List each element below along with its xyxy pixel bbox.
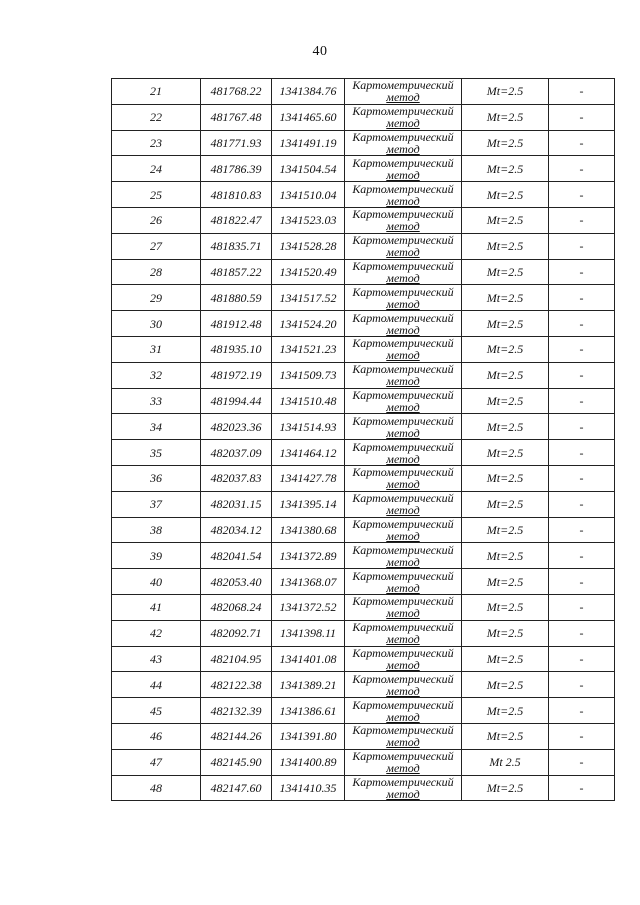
x-coordinate-cell: 482132.39 bbox=[201, 698, 272, 724]
note-cell: - bbox=[549, 594, 615, 620]
point-number-cell: 38 bbox=[112, 517, 201, 543]
table-row bbox=[112, 336, 615, 362]
table-row bbox=[112, 285, 615, 311]
y-coordinate-cell: 1341395.14 bbox=[272, 491, 345, 517]
accuracy-cell: Mt=2.5 bbox=[462, 336, 549, 362]
table-row bbox=[112, 79, 615, 105]
point-number-cell: 25 bbox=[112, 182, 201, 208]
point-number-cell: 30 bbox=[112, 311, 201, 337]
method-line-1: Картометрический bbox=[352, 465, 454, 480]
method-cell bbox=[345, 388, 462, 414]
table-row bbox=[112, 156, 615, 182]
accuracy-cell: Mt=2.5 bbox=[462, 259, 549, 285]
point-number-cell: 37 bbox=[112, 491, 201, 517]
accuracy-cell: Mt=2.5 bbox=[462, 672, 549, 698]
method-cell bbox=[345, 336, 462, 362]
method-line-1: Картометрический bbox=[352, 181, 454, 196]
y-coordinate-cell: 1341398.11 bbox=[272, 620, 345, 646]
method-cell bbox=[345, 723, 462, 749]
note-cell: - bbox=[549, 336, 615, 362]
point-number-cell: 26 bbox=[112, 207, 201, 233]
note-cell: - bbox=[549, 569, 615, 595]
point-number-cell: 44 bbox=[112, 672, 201, 698]
table-row bbox=[112, 491, 615, 517]
coordinates-table bbox=[111, 78, 615, 801]
method-line-1: Картометрический bbox=[352, 258, 454, 273]
table-row bbox=[112, 569, 615, 595]
method-cell bbox=[345, 259, 462, 285]
y-coordinate-cell: 1341386.61 bbox=[272, 698, 345, 724]
y-coordinate-cell: 1341380.68 bbox=[272, 517, 345, 543]
accuracy-cell: Mt=2.5 bbox=[462, 104, 549, 130]
method-cell bbox=[345, 414, 462, 440]
point-number-cell: 36 bbox=[112, 465, 201, 491]
note-cell: - bbox=[549, 775, 615, 801]
point-number-cell: 43 bbox=[112, 646, 201, 672]
x-coordinate-cell: 481880.59 bbox=[201, 285, 272, 311]
y-coordinate-cell: 1341372.52 bbox=[272, 594, 345, 620]
accuracy-cell: Mt=2.5 bbox=[462, 723, 549, 749]
note-cell: - bbox=[549, 362, 615, 388]
method-line-1: Картометрический bbox=[352, 104, 454, 119]
method-line-2: метод bbox=[386, 116, 420, 131]
y-coordinate-cell: 1341510.48 bbox=[272, 388, 345, 414]
table-row bbox=[112, 775, 615, 801]
accuracy-cell: Mt=2.5 bbox=[462, 620, 549, 646]
x-coordinate-cell: 482053.40 bbox=[201, 569, 272, 595]
accuracy-cell: Mt 2.5 bbox=[462, 749, 549, 775]
note-cell: - bbox=[549, 749, 615, 775]
x-coordinate-cell: 482144.26 bbox=[201, 723, 272, 749]
x-coordinate-cell: 482145.90 bbox=[201, 749, 272, 775]
method-cell bbox=[345, 775, 462, 801]
note-cell: - bbox=[549, 311, 615, 337]
x-coordinate-cell: 481994.44 bbox=[201, 388, 272, 414]
note-cell: - bbox=[549, 388, 615, 414]
table-row bbox=[112, 749, 615, 775]
table-row bbox=[112, 698, 615, 724]
y-coordinate-cell: 1341521.23 bbox=[272, 336, 345, 362]
table-body bbox=[112, 79, 615, 801]
y-coordinate-cell: 1341401.08 bbox=[272, 646, 345, 672]
y-coordinate-cell: 1341391.80 bbox=[272, 723, 345, 749]
method-line-2: метод bbox=[386, 786, 420, 801]
accuracy-cell: Mt=2.5 bbox=[462, 594, 549, 620]
point-number-cell: 42 bbox=[112, 620, 201, 646]
accuracy-cell: Mt=2.5 bbox=[462, 156, 549, 182]
note-cell: - bbox=[549, 517, 615, 543]
note-cell: - bbox=[549, 207, 615, 233]
accuracy-cell: Mt=2.5 bbox=[462, 233, 549, 259]
method-cell bbox=[345, 207, 462, 233]
x-coordinate-cell: 481822.47 bbox=[201, 207, 272, 233]
y-coordinate-cell: 1341528.28 bbox=[272, 233, 345, 259]
method-line-2: метод bbox=[386, 657, 420, 672]
method-line-1: Картометрический bbox=[352, 233, 454, 248]
accuracy-cell: Mt=2.5 bbox=[462, 362, 549, 388]
method-line-2: метод bbox=[386, 270, 420, 285]
y-coordinate-cell: 1341464.12 bbox=[272, 440, 345, 466]
note-cell: - bbox=[549, 723, 615, 749]
method-line-1: Картометрический bbox=[352, 207, 454, 222]
method-line-2: метод bbox=[386, 219, 420, 234]
method-line-1: Картометрический bbox=[352, 284, 454, 299]
accuracy-cell: Mt=2.5 bbox=[462, 569, 549, 595]
method-line-1: Картометрический bbox=[352, 362, 454, 377]
y-coordinate-cell: 1341427.78 bbox=[272, 465, 345, 491]
accuracy-cell: Mt=2.5 bbox=[462, 698, 549, 724]
point-number-cell: 32 bbox=[112, 362, 201, 388]
method-line-2: метод bbox=[386, 193, 420, 208]
x-coordinate-cell: 482034.12 bbox=[201, 517, 272, 543]
x-coordinate-cell: 482023.36 bbox=[201, 414, 272, 440]
accuracy-cell: Mt=2.5 bbox=[462, 775, 549, 801]
method-line-1: Картометрический bbox=[352, 697, 454, 712]
accuracy-cell: Mt=2.5 bbox=[462, 207, 549, 233]
method-cell bbox=[345, 594, 462, 620]
method-line-1: Картометрический bbox=[352, 568, 454, 583]
accuracy-cell: Mt=2.5 bbox=[462, 414, 549, 440]
x-coordinate-cell: 482068.24 bbox=[201, 594, 272, 620]
method-line-1: Картометрический bbox=[352, 155, 454, 170]
accuracy-cell: Mt=2.5 bbox=[462, 311, 549, 337]
point-number-cell: 41 bbox=[112, 594, 201, 620]
x-coordinate-cell: 481935.10 bbox=[201, 336, 272, 362]
method-line-1: Картометрический bbox=[352, 310, 454, 325]
accuracy-cell: Mt=2.5 bbox=[462, 440, 549, 466]
table-row bbox=[112, 207, 615, 233]
method-line-2: метод bbox=[386, 167, 420, 182]
table-row bbox=[112, 440, 615, 466]
y-coordinate-cell: 1341491.19 bbox=[272, 130, 345, 156]
method-cell bbox=[345, 569, 462, 595]
x-coordinate-cell: 482104.95 bbox=[201, 646, 272, 672]
method-line-2: метод bbox=[386, 296, 420, 311]
method-line-2: метод bbox=[386, 683, 420, 698]
x-coordinate-cell: 482122.38 bbox=[201, 672, 272, 698]
note-cell: - bbox=[549, 414, 615, 440]
note-cell: - bbox=[549, 130, 615, 156]
point-number-cell: 46 bbox=[112, 723, 201, 749]
method-line-1: Картометрический bbox=[352, 594, 454, 609]
point-number-cell: 35 bbox=[112, 440, 201, 466]
method-line-1: Картометрический bbox=[352, 129, 454, 144]
y-coordinate-cell: 1341400.89 bbox=[272, 749, 345, 775]
method-cell bbox=[345, 79, 462, 105]
table-row bbox=[112, 130, 615, 156]
method-line-1: Картометрический bbox=[352, 336, 454, 351]
method-line-2: метод bbox=[386, 554, 420, 569]
table-row bbox=[112, 233, 615, 259]
method-line-2: метод bbox=[386, 348, 420, 363]
method-cell bbox=[345, 749, 462, 775]
method-line-2: метод bbox=[386, 245, 420, 260]
table-row bbox=[112, 182, 615, 208]
method-cell bbox=[345, 233, 462, 259]
method-line-2: метод bbox=[386, 451, 420, 466]
note-cell: - bbox=[549, 156, 615, 182]
table-row bbox=[112, 259, 615, 285]
accuracy-cell: Mt=2.5 bbox=[462, 130, 549, 156]
point-number-cell: 39 bbox=[112, 543, 201, 569]
method-cell bbox=[345, 440, 462, 466]
table-row bbox=[112, 594, 615, 620]
method-cell bbox=[345, 646, 462, 672]
note-cell: - bbox=[549, 440, 615, 466]
note-cell: - bbox=[549, 620, 615, 646]
point-number-cell: 24 bbox=[112, 156, 201, 182]
note-cell: - bbox=[549, 543, 615, 569]
accuracy-cell: Mt=2.5 bbox=[462, 517, 549, 543]
accuracy-cell: Mt=2.5 bbox=[462, 285, 549, 311]
y-coordinate-cell: 1341510.04 bbox=[272, 182, 345, 208]
method-line-1: Картометрический bbox=[352, 78, 454, 93]
x-coordinate-cell: 482092.71 bbox=[201, 620, 272, 646]
y-coordinate-cell: 1341509.73 bbox=[272, 362, 345, 388]
method-line-2: метод bbox=[386, 90, 420, 105]
method-line-2: метод bbox=[386, 503, 420, 518]
y-coordinate-cell: 1341389.21 bbox=[272, 672, 345, 698]
table-row bbox=[112, 388, 615, 414]
x-coordinate-cell: 481835.71 bbox=[201, 233, 272, 259]
accuracy-cell: Mt=2.5 bbox=[462, 646, 549, 672]
note-cell: - bbox=[549, 698, 615, 724]
method-cell bbox=[345, 362, 462, 388]
note-cell: - bbox=[549, 233, 615, 259]
point-number-cell: 28 bbox=[112, 259, 201, 285]
method-line-2: метод bbox=[386, 322, 420, 337]
point-number-cell: 21 bbox=[112, 79, 201, 105]
method-line-1: Картометрический bbox=[352, 491, 454, 506]
point-number-cell: 22 bbox=[112, 104, 201, 130]
table-row bbox=[112, 311, 615, 337]
x-coordinate-cell: 481972.19 bbox=[201, 362, 272, 388]
method-cell bbox=[345, 465, 462, 491]
x-coordinate-cell: 482147.60 bbox=[201, 775, 272, 801]
method-line-2: метод bbox=[386, 425, 420, 440]
table-row bbox=[112, 543, 615, 569]
x-coordinate-cell: 481857.22 bbox=[201, 259, 272, 285]
method-cell bbox=[345, 698, 462, 724]
table-row bbox=[112, 646, 615, 672]
method-cell bbox=[345, 672, 462, 698]
method-cell bbox=[345, 285, 462, 311]
method-cell bbox=[345, 104, 462, 130]
table-row bbox=[112, 104, 615, 130]
method-line-2: метод bbox=[386, 374, 420, 389]
y-coordinate-cell: 1341368.07 bbox=[272, 569, 345, 595]
y-coordinate-cell: 1341523.03 bbox=[272, 207, 345, 233]
method-line-1: Картометрический bbox=[352, 774, 454, 789]
accuracy-cell: Mt=2.5 bbox=[462, 79, 549, 105]
page-number: 40 bbox=[312, 44, 328, 59]
method-line-2: метод bbox=[386, 399, 420, 414]
table-row bbox=[112, 414, 615, 440]
note-cell: - bbox=[549, 646, 615, 672]
x-coordinate-cell: 482037.09 bbox=[201, 440, 272, 466]
method-cell bbox=[345, 620, 462, 646]
method-cell bbox=[345, 311, 462, 337]
method-cell bbox=[345, 156, 462, 182]
point-number-cell: 45 bbox=[112, 698, 201, 724]
method-line-1: Картометрический bbox=[352, 749, 454, 764]
method-line-1: Картометрический bbox=[352, 620, 454, 635]
point-number-cell: 40 bbox=[112, 569, 201, 595]
point-number-cell: 29 bbox=[112, 285, 201, 311]
x-coordinate-cell: 481786.39 bbox=[201, 156, 272, 182]
method-cell bbox=[345, 182, 462, 208]
table-row bbox=[112, 723, 615, 749]
accuracy-cell: Mt=2.5 bbox=[462, 491, 549, 517]
method-line-1: Картометрический bbox=[352, 439, 454, 454]
accuracy-cell: Mt=2.5 bbox=[462, 543, 549, 569]
method-line-2: метод bbox=[386, 709, 420, 724]
accuracy-cell: Mt=2.5 bbox=[462, 465, 549, 491]
method-line-1: Картометрический bbox=[352, 387, 454, 402]
method-line-1: Картометрический bbox=[352, 645, 454, 660]
table-row bbox=[112, 465, 615, 491]
table-row bbox=[112, 517, 615, 543]
x-coordinate-cell: 481912.48 bbox=[201, 311, 272, 337]
method-cell bbox=[345, 130, 462, 156]
y-coordinate-cell: 1341372.89 bbox=[272, 543, 345, 569]
method-line-1: Картометрический bbox=[352, 516, 454, 531]
method-line-2: метод bbox=[386, 528, 420, 543]
x-coordinate-cell: 481767.48 bbox=[201, 104, 272, 130]
method-line-2: метод bbox=[386, 606, 420, 621]
point-number-cell: 23 bbox=[112, 130, 201, 156]
y-coordinate-cell: 1341410.35 bbox=[272, 775, 345, 801]
table-row bbox=[112, 620, 615, 646]
method-line-1: Картометрический bbox=[352, 723, 454, 738]
note-cell: - bbox=[549, 182, 615, 208]
method-line-2: метод bbox=[386, 580, 420, 595]
method-line-2: метод bbox=[386, 141, 420, 156]
method-line-1: Картометрический bbox=[352, 413, 454, 428]
accuracy-cell: Mt=2.5 bbox=[462, 182, 549, 208]
method-line-1: Картометрический bbox=[352, 542, 454, 557]
y-coordinate-cell: 1341514.93 bbox=[272, 414, 345, 440]
point-number-cell: 33 bbox=[112, 388, 201, 414]
x-coordinate-cell: 481771.93 bbox=[201, 130, 272, 156]
point-number-cell: 34 bbox=[112, 414, 201, 440]
point-number-cell: 31 bbox=[112, 336, 201, 362]
y-coordinate-cell: 1341465.60 bbox=[272, 104, 345, 130]
point-number-cell: 47 bbox=[112, 749, 201, 775]
y-coordinate-cell: 1341520.49 bbox=[272, 259, 345, 285]
note-cell: - bbox=[549, 79, 615, 105]
note-cell: - bbox=[549, 285, 615, 311]
accuracy-cell: Mt=2.5 bbox=[462, 388, 549, 414]
method-line-2: метод bbox=[386, 632, 420, 647]
table-row bbox=[112, 672, 615, 698]
x-coordinate-cell: 482037.83 bbox=[201, 465, 272, 491]
y-coordinate-cell: 1341504.54 bbox=[272, 156, 345, 182]
method-cell bbox=[345, 517, 462, 543]
x-coordinate-cell: 482041.54 bbox=[201, 543, 272, 569]
method-cell bbox=[345, 543, 462, 569]
note-cell: - bbox=[549, 465, 615, 491]
x-coordinate-cell: 482031.15 bbox=[201, 491, 272, 517]
note-cell: - bbox=[549, 259, 615, 285]
method-line-2: метод bbox=[386, 735, 420, 750]
table-row bbox=[112, 362, 615, 388]
note-cell: - bbox=[549, 491, 615, 517]
point-number-cell: 48 bbox=[112, 775, 201, 801]
method-line-1: Картометрический bbox=[352, 671, 454, 686]
note-cell: - bbox=[549, 104, 615, 130]
method-cell bbox=[345, 491, 462, 517]
y-coordinate-cell: 1341384.76 bbox=[272, 79, 345, 105]
point-number-cell: 27 bbox=[112, 233, 201, 259]
y-coordinate-cell: 1341524.20 bbox=[272, 311, 345, 337]
note-cell: - bbox=[549, 672, 615, 698]
method-line-2: метод bbox=[386, 477, 420, 492]
method-line-2: метод bbox=[386, 761, 420, 776]
x-coordinate-cell: 481810.83 bbox=[201, 182, 272, 208]
x-coordinate-cell: 481768.22 bbox=[201, 79, 272, 105]
y-coordinate-cell: 1341517.52 bbox=[272, 285, 345, 311]
